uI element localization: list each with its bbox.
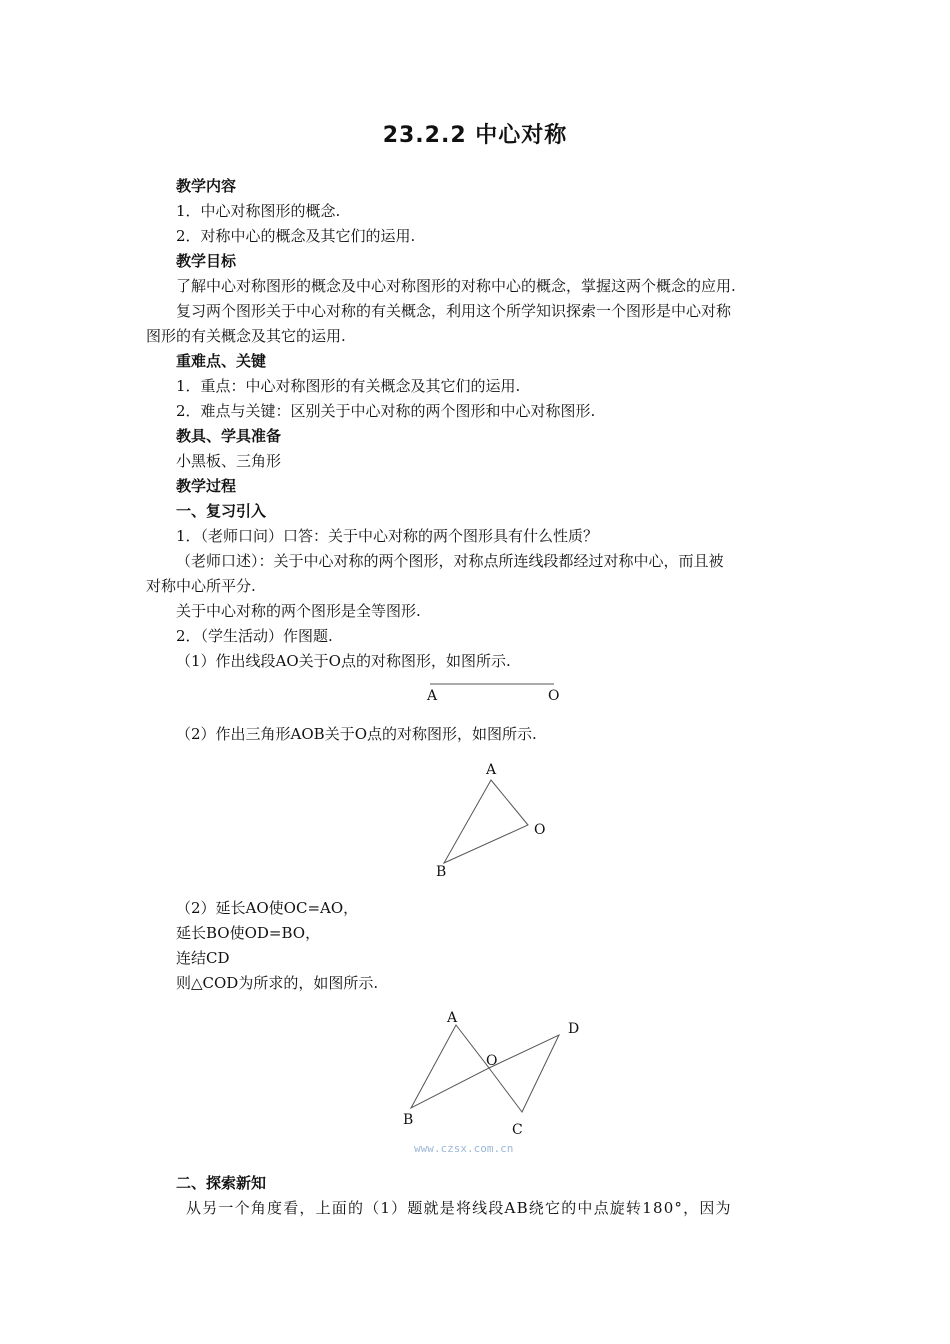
heading-teaching-content: 教学内容 bbox=[176, 177, 237, 195]
figure-segment-ao bbox=[420, 676, 570, 708]
triangle-aob bbox=[411, 1025, 489, 1108]
key-item-2: 2．难点与关键：区别关于中心对称的两个图形和中心对称图形. bbox=[176, 402, 596, 420]
question-2-part-2: （2）作出三角形AOB关于O点的对称图形，如图所示. bbox=[176, 725, 537, 743]
answer-1c: 关于中心对称的两个图形是全等图形. bbox=[176, 602, 421, 620]
label-o: O bbox=[548, 688, 560, 704]
question-1: 1．（老师口问）口答：关于中心对称的两个图形具有什么性质？ bbox=[176, 527, 599, 545]
label-d: D bbox=[568, 1021, 580, 1037]
label-c: C bbox=[512, 1122, 523, 1138]
step-1: （2）延长AO使OC=AO， bbox=[176, 899, 359, 917]
content-item-1: 1．中心对称图形的概念. bbox=[176, 202, 341, 220]
label-a: A bbox=[486, 762, 497, 778]
key-item-1: 1．重点：中心对称图形的有关概念及其它们的运用. bbox=[176, 377, 521, 395]
label-b: B bbox=[436, 864, 447, 880]
figure-symmetric-triangles bbox=[390, 1000, 600, 1165]
goals-paragraph-1: 了解中心对称图形的概念及中心对称图形的对称中心的概念，掌握这两个概念的应用. bbox=[176, 277, 736, 295]
answer-1a: （老师口述）：关于中心对称的两个图形，对称点所连线段都经过对称中心，而且被 bbox=[176, 552, 724, 570]
step-4: 则△COD为所求的，如图所示. bbox=[176, 974, 379, 992]
label-a: A bbox=[447, 1010, 458, 1026]
label-a: A bbox=[427, 688, 438, 704]
watermark: www.czsx.com.cn bbox=[414, 1142, 514, 1155]
goals-paragraph-2a: 复习两个图形关于中心对称的有关概念，利用这个所学知识探索一个图形是中心对称 bbox=[176, 302, 732, 320]
step-3: 连结CD bbox=[176, 949, 230, 967]
answer-1b: 对称中心所平分. bbox=[146, 577, 256, 595]
triangle-cod bbox=[489, 1035, 559, 1112]
label-o: O bbox=[534, 822, 546, 838]
page-title: 23.2.2 中心对称 bbox=[382, 123, 568, 148]
explore-paragraph: 从另一个角度看，上面的（1）题就是将线段AB绕它的中点旋转180°，因为 bbox=[186, 1199, 732, 1217]
heading-teaching-goals: 教学目标 bbox=[176, 252, 237, 270]
tools-text: 小黑板、三角形 bbox=[176, 452, 282, 470]
subheading-review: 一、复习引入 bbox=[176, 502, 267, 520]
heading-process: 教学过程 bbox=[176, 477, 237, 495]
subheading-explore: 二、探索新知 bbox=[176, 1174, 267, 1192]
content-item-2: 2．对称中心的概念及其它们的运用. bbox=[176, 227, 416, 245]
label-b: B bbox=[403, 1112, 414, 1128]
question-2: 2．（学生活动）作图题. bbox=[176, 627, 333, 645]
question-2-part-1: （1）作出线段AO关于O点的对称图形，如图所示. bbox=[176, 652, 511, 670]
triangle-aob bbox=[444, 780, 528, 863]
step-2: 延长BO使OD=BO， bbox=[176, 924, 321, 942]
heading-tools: 教具、学具准备 bbox=[176, 427, 282, 445]
goals-paragraph-2b: 图形的有关概念及其它的运用. bbox=[146, 327, 346, 345]
label-o: O bbox=[486, 1053, 498, 1069]
figure-triangle-aob bbox=[420, 755, 560, 885]
heading-key-points: 重难点、关键 bbox=[176, 352, 267, 370]
